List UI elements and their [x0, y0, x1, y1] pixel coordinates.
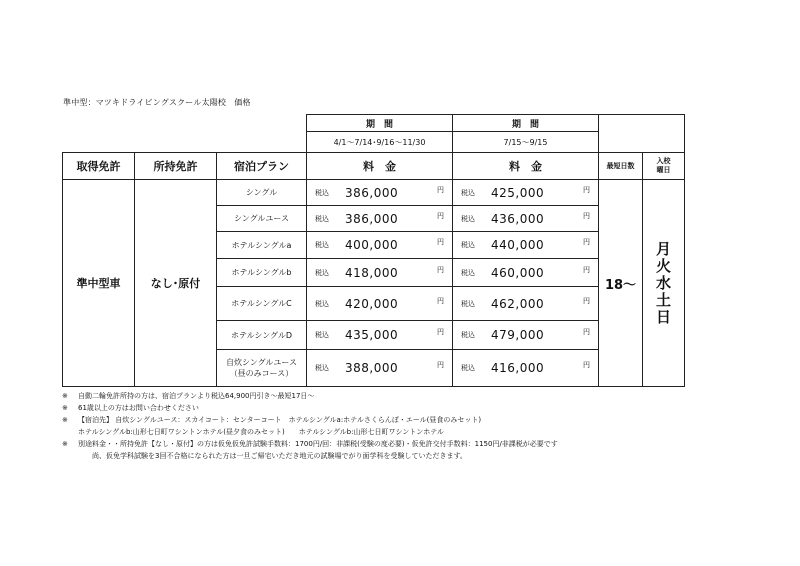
plan-name: ホテルシングルb: [217, 259, 307, 287]
price-amount: 400,000: [345, 238, 399, 252]
entry-days-cell: 月 火 水 土 日: [643, 180, 685, 387]
yen-label: 円: [437, 185, 444, 194]
yen-label: 円: [583, 361, 590, 369]
yen-label: 円: [583, 185, 590, 194]
price-cell: [453, 206, 599, 232]
yen-label: 円: [437, 328, 444, 336]
price-cell: [453, 180, 599, 206]
plan-name: シングル: [217, 180, 307, 206]
price-cell: [307, 259, 453, 287]
price-cell: [307, 232, 453, 259]
plan-name: ホテルシングルD: [217, 321, 307, 350]
page-title: 準中型：マツキドライビングスクール太陽校 価格: [63, 98, 251, 107]
yen-label: 円: [437, 211, 444, 220]
tax-label: 税込: [315, 331, 329, 339]
plan-name: シングルユース: [217, 206, 307, 232]
price-amount: 440,000: [491, 238, 545, 252]
yen-label: 円: [583, 328, 590, 336]
plan-name: ホテルシングルC: [217, 287, 307, 321]
price-cell: [307, 287, 453, 321]
tax-label: 税込: [461, 188, 475, 197]
note-text: 【宿泊先】 自炊シングルユース：スカイコート：センターコート ホテルシングルa:ホテルさくらんぼ・エール(昼食のみセット): [78, 416, 482, 424]
note-mark: ※: [62, 392, 68, 400]
yen-label: 円: [583, 238, 590, 246]
tax-label: 税込: [461, 364, 475, 372]
tax-label: 税込: [461, 241, 475, 249]
yen-label: 円: [437, 265, 444, 274]
price-cell: [307, 350, 453, 387]
price-amount: 436,000: [491, 211, 545, 226]
price-amount: 386,000: [345, 211, 399, 226]
note-text: ホテルシングルb:山形七日町ワシントンホテル(昼夕食のみセット) ホテルシングルb:山形七日町ワシントンホテル: [78, 428, 444, 436]
tax-label: 税込: [315, 299, 329, 308]
price-amount: 386,000: [345, 185, 399, 200]
price-amount: 435,000: [345, 328, 399, 342]
note-mark: ※: [62, 416, 68, 424]
note-line: [62, 450, 558, 462]
header-fee-period2: 料 金: [453, 153, 599, 180]
price-cell: [307, 321, 453, 350]
period1-label: 期 間: [307, 115, 453, 132]
note-line: [62, 438, 558, 450]
price-cell: [307, 180, 453, 206]
note-line: [62, 402, 558, 414]
note-line: [62, 414, 558, 426]
note-text: 別途料金・・所持免許【なし・原付】の方は仮免仮免許試験手数料：1700円/回：非課税(受験の度必要)・仮免許交付手数料：1150円/非課税が必要です: [78, 440, 558, 448]
owned-license-cell: なし･原付: [135, 180, 217, 387]
header-plan: 宿泊プラン: [217, 153, 307, 180]
tax-label: 税込: [461, 268, 475, 277]
header-owned: 所持免許: [135, 153, 217, 180]
price-cell: [453, 321, 599, 350]
price-amount: 416,000: [491, 361, 545, 375]
price-table: [62, 114, 685, 387]
price-amount: 425,000: [491, 185, 545, 200]
price-cell: [453, 287, 599, 321]
price-amount: 460,000: [491, 265, 545, 280]
header-entry-day: 入校 曜日: [643, 153, 685, 180]
period1-range: 4/1～7/14･9/16～11/30: [307, 132, 453, 153]
tax-label: 税込: [461, 331, 475, 339]
note-line: [62, 426, 558, 438]
header-fee-period1: 料 金: [307, 153, 453, 180]
note-text: 61歳以上の方はお問い合わせください: [78, 404, 199, 412]
header-min-days: 最短日数: [599, 153, 643, 180]
price-amount: 418,000: [345, 265, 399, 280]
price-amount: 462,000: [491, 296, 545, 311]
yen-label: 円: [583, 211, 590, 220]
price-cell: [453, 232, 599, 259]
tax-label: 税込: [315, 214, 329, 223]
period2-label: 期 間: [453, 115, 599, 132]
note-text: 自動二輪免許所持の方は、宿泊プランより税込64,900円引き～最短17日～: [78, 392, 315, 400]
note-mark: ※: [62, 404, 68, 412]
plan-name: 自炊シングルユース （昼のみコース）: [217, 350, 307, 387]
yen-label: 円: [583, 296, 590, 305]
price-cell: [453, 350, 599, 387]
yen-label: 円: [437, 296, 444, 305]
note-mark: ※: [62, 440, 68, 448]
period2-range: 7/15～9/15: [453, 132, 599, 153]
license-cell: 準中型車: [63, 180, 135, 387]
tax-label: 税込: [461, 299, 475, 308]
price-cell: [453, 259, 599, 287]
notes: [62, 390, 558, 462]
note-line: [62, 390, 558, 402]
price-cell: [307, 206, 453, 232]
tax-label: 税込: [315, 364, 329, 372]
price-amount: 388,000: [345, 361, 399, 375]
tax-label: 税込: [315, 268, 329, 277]
tax-label: 税込: [461, 214, 475, 223]
note-text: 尚、仮免学科試験を3回不合格になられた方は一旦ご帰宅いただき地元の試験場でがり面学科を受験していただきます。: [78, 452, 467, 460]
plan-name: ホテルシングルa: [217, 232, 307, 259]
min-days-cell: 18～: [599, 180, 643, 387]
table-row: [63, 180, 685, 206]
yen-label: 円: [583, 265, 590, 274]
yen-label: 円: [437, 361, 444, 369]
header-license: 取得免許: [63, 153, 135, 180]
tax-label: 税込: [315, 241, 329, 249]
price-amount: 420,000: [345, 296, 399, 311]
yen-label: 円: [437, 238, 444, 246]
price-amount: 479,000: [491, 328, 545, 342]
tax-label: 税込: [315, 188, 329, 197]
